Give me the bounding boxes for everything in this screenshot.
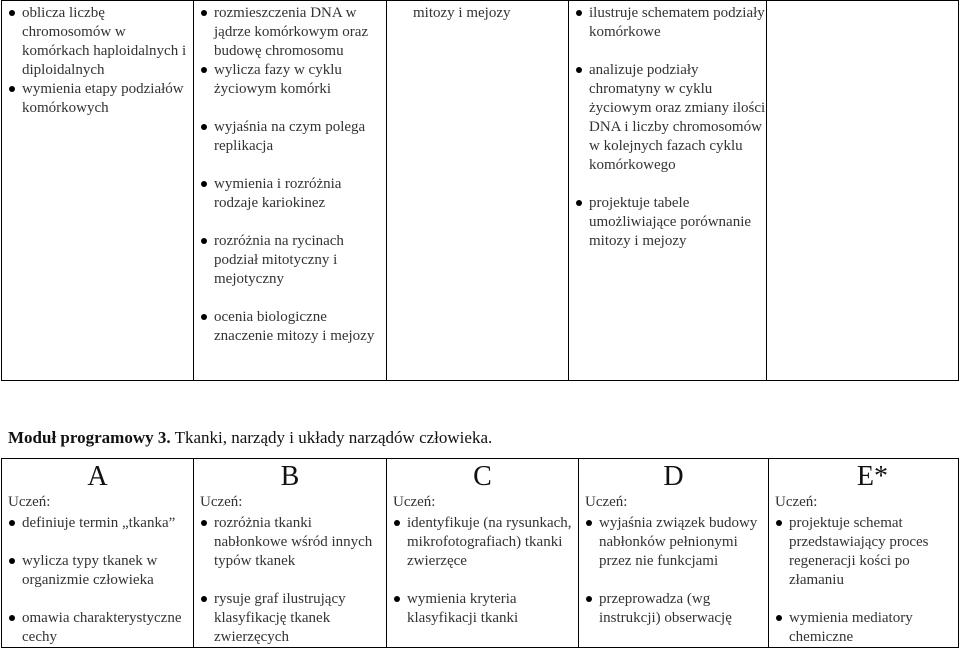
column-letter: D bbox=[663, 461, 684, 492]
list-item: identyfikuje (na rysunkach, mikrofotografiach) tkanki zwierzęce bbox=[387, 514, 578, 571]
list-item: projektuje schemat przedstawiający proces regeneracji kości po złamaniu bbox=[769, 514, 958, 590]
table-cell-b bbox=[194, 459, 387, 648]
list-item: wyjaśnia na czym polega replikacja bbox=[194, 118, 386, 156]
list-item: wymienia mediatory chemiczne bbox=[769, 609, 958, 647]
list-item: wylicza typy tkanek w organizmie człowieka bbox=[2, 552, 193, 590]
bullet-list bbox=[769, 514, 958, 647]
list-item: rozmieszczenia DNA w jądrze komórkowym oraz budowę chromosomu bbox=[194, 4, 386, 61]
list-item: ilustruje schematem podziały komórkowe bbox=[569, 4, 766, 42]
uczen-label: Uczeń: bbox=[393, 494, 436, 510]
table-cell-col4 bbox=[569, 1, 767, 381]
list-item: rozróżnia tkanki nabłonkowe wśród innych typów tkanek bbox=[194, 514, 386, 571]
requirements-table-top bbox=[1, 0, 959, 381]
list-item: oblicza liczbę chromosomów w komórkach haploidalnych i diploidalnych bbox=[2, 4, 193, 80]
list-item: definiuje termin „tkanka” bbox=[2, 514, 193, 533]
bullet-list bbox=[194, 514, 386, 647]
list-item: rysuje graf ilustrujący klasyfikację tkanek zwierzęcych bbox=[194, 590, 386, 647]
uczen-label: Uczeń: bbox=[200, 494, 243, 510]
list-item: przeprowadza (wg instrukcji) obserwację bbox=[579, 590, 768, 628]
module-heading bbox=[8, 428, 492, 448]
list-item: wylicza fazy w cyklu życiowym komórki bbox=[194, 61, 386, 99]
list-item: wymienia kryteria klasyfikacji tkanki bbox=[387, 590, 578, 628]
list-item: projektuje tabele umożliwiające porównanie mitozy i mejozy bbox=[569, 194, 766, 251]
column-letter: A bbox=[87, 461, 108, 492]
list-item: omawia charakterystyczne cechy bbox=[2, 609, 193, 647]
column-letter: E* bbox=[856, 461, 888, 492]
table-cell-e bbox=[769, 459, 959, 648]
table-cell-c bbox=[387, 459, 579, 648]
list-item: rozróżnia na rycinach podział mitotyczny i mejotyczny bbox=[194, 232, 386, 289]
bullet-list bbox=[2, 4, 193, 118]
table-cell-col5 bbox=[767, 1, 959, 381]
module-title: Tkanki, narządy i układy narządów człowieka. bbox=[174, 428, 493, 447]
list-item: wymienia etapy podziałów komórkowych bbox=[2, 80, 193, 118]
uczen-label: Uczeń: bbox=[775, 494, 818, 510]
table-row bbox=[2, 1, 959, 381]
column-letter: C bbox=[473, 461, 492, 492]
table-cell-col3 bbox=[387, 1, 569, 381]
list-item: wymienia i rozróżnia rodzaje kariokinez bbox=[194, 175, 386, 213]
list-item: analizuje podziały chromatyny w cyklu życiowym oraz zmiany ilości DNA i liczby chromosomów w kolejnych fazach cyklu komórkowego bbox=[569, 61, 766, 175]
list-item: wyjaśnia związek budowy nabłonków pełnionymi przez nie funkcjami bbox=[579, 514, 768, 571]
bullet-list bbox=[194, 4, 386, 346]
table-row bbox=[2, 459, 959, 648]
bullet-list bbox=[2, 514, 193, 647]
table-cell-col2 bbox=[194, 1, 387, 381]
requirements-table-bottom bbox=[1, 458, 959, 648]
cell-text: mitozy i mejozy bbox=[413, 5, 511, 21]
uczen-label: Uczeń: bbox=[585, 494, 628, 510]
list-item: ocenia biologiczne znaczenie mitozy i mejozy bbox=[194, 308, 386, 346]
uczen-label: Uczeń: bbox=[8, 494, 51, 510]
column-letter: B bbox=[280, 461, 300, 492]
table-cell-a bbox=[2, 459, 194, 648]
bullet-list bbox=[579, 514, 768, 628]
table-cell-col1 bbox=[2, 1, 194, 381]
module-label: Moduł programowy 3. bbox=[8, 428, 171, 447]
bullet-list bbox=[569, 4, 766, 251]
bullet-list bbox=[387, 514, 578, 628]
table-cell-d bbox=[579, 459, 769, 648]
